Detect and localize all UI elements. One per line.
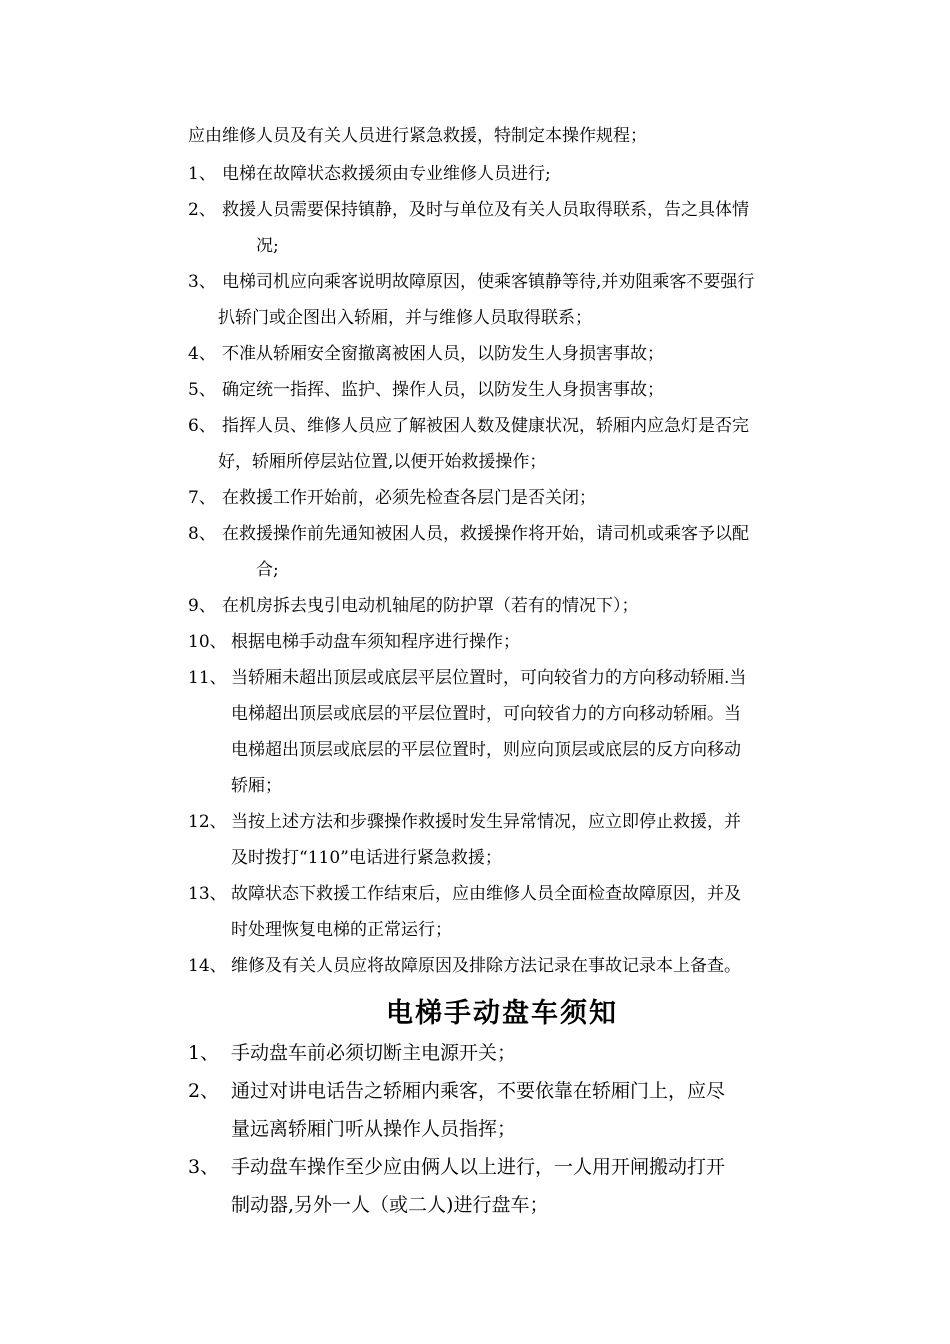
item-line: 当按上述方法和步骤操作救援时发生异常情况，应立即停止救援，并 (231, 812, 741, 832)
item-text (231, 804, 820, 876)
item-text (218, 408, 820, 480)
list-item (188, 660, 820, 804)
item-text (222, 372, 820, 408)
list-item (188, 408, 820, 480)
item-line: 在救援工作开始前，必须先检查各层门是否关闭； (222, 488, 596, 508)
item-line: 根据电梯手动盘车须知程序进行操作； (231, 632, 520, 652)
list-item (188, 156, 820, 192)
item-number: 8、 (188, 524, 216, 544)
intro-paragraph: 应由维修人员及有关人员进行紧急救援，特制定本操作规程； (188, 126, 647, 146)
list-item (188, 192, 820, 264)
item-line: 确定统一指挥、监护、操作人员，以防发生人身损害事故； (222, 380, 664, 400)
item-text (231, 1148, 820, 1224)
item-text (222, 192, 820, 264)
item-line: 指挥人员、维修人员应了解被困人数及健康状况，轿厢内应急灯是否完 (222, 416, 749, 436)
item-text (231, 624, 820, 660)
list-item (188, 336, 820, 372)
item-number: 2、 (188, 200, 216, 220)
list-item (188, 480, 820, 516)
item-line: 好，轿厢所停层站位置,以便开始救援操作； (218, 452, 547, 472)
item-line: 轿厢； (231, 776, 282, 796)
item-text (231, 660, 820, 804)
item-number: 14、 (188, 956, 227, 976)
list-item (188, 1034, 820, 1072)
item-line: 电梯司机应向乘客说明故障原因，使乘客镇静等待,并劝阻乘客不要强行 (222, 272, 755, 292)
item-line: 扒轿门或企图出入轿厢，并与维修人员取得联系； (218, 308, 592, 328)
item-number: 3、 (188, 272, 216, 292)
item-text (222, 516, 820, 588)
item-number: 12、 (188, 812, 227, 832)
item-line: 电梯超出顶层或底层的平层位置时，则应向顶层或底层的反方向移动 (231, 740, 741, 760)
item-number: 3、 (188, 1156, 220, 1178)
item-text (222, 156, 820, 192)
item-line: 不准从轿厢安全窗撤离被困人员，以防发生人身损害事故； (222, 344, 664, 364)
item-text (231, 1034, 820, 1072)
item-text (231, 948, 820, 984)
item-line: 及时拨打“110”电话进行紧急救援； (231, 848, 502, 868)
item-line: 况; (256, 236, 279, 256)
item-line: 在救援操作前先通知被困人员，救援操作将开始，请司机或乘客予以配 (222, 524, 749, 544)
list-item (188, 804, 820, 876)
list-item (188, 876, 820, 948)
list-item (188, 588, 820, 624)
item-line: 手动盘车操作至少应由俩人以上进行，一人用开闸搬动打开 (231, 1156, 726, 1178)
section-title: 电梯手动盘车须知 (386, 998, 618, 1029)
item-text (222, 336, 820, 372)
rescue-procedure-list (188, 156, 820, 984)
manual-winding-list (188, 1034, 820, 1224)
list-item (188, 264, 820, 336)
list-item (188, 1148, 820, 1224)
item-line: 合; (256, 560, 279, 580)
list-item (188, 624, 820, 660)
item-line: 通过对讲电话告之轿厢内乘客，不要依靠在轿厢门上，应尽 (231, 1080, 726, 1102)
item-text (222, 588, 820, 624)
item-text (231, 876, 820, 948)
item-line: 维修及有关人员应将故障原因及排除方法记录在事故记录本上备查。 (231, 956, 741, 976)
item-number: 9、 (188, 596, 216, 616)
list-item (188, 372, 820, 408)
item-line: 故障状态下救援工作结束后，应由维修人员全面检查故障原因，并及 (231, 884, 741, 904)
list-item (188, 516, 820, 588)
item-line: 当轿厢未超出顶层或底层平层位置时，可向较省力的方向移动轿厢.当 (231, 668, 747, 688)
item-number: 6、 (188, 416, 216, 436)
item-line: 量远离轿厢门听从操作人员指挥； (231, 1118, 517, 1140)
item-number: 1、 (188, 1042, 220, 1064)
item-line: 在机房拆去曳引电动机轴尾的防护罩（若有的情况下）； (222, 596, 639, 616)
item-line: 救援人员需要保持镇静，及时与单位及有关人员取得联系，告之具体情 (222, 200, 749, 220)
item-line: 电梯超出顶层或底层的平层位置时，可向较省力的方向移动轿厢。当 (231, 704, 741, 724)
list-item (188, 1072, 820, 1148)
item-number: 4、 (188, 344, 216, 364)
item-number: 7、 (188, 488, 216, 508)
item-number: 10、 (188, 632, 227, 652)
item-number: 13、 (188, 884, 227, 904)
item-number: 11、 (188, 668, 227, 688)
item-number: 2、 (188, 1080, 220, 1102)
item-number: 1、 (188, 164, 216, 184)
item-line: 手动盘车前必须切断主电源开关； (231, 1042, 517, 1064)
list-item (188, 948, 820, 984)
item-text (231, 1072, 820, 1148)
item-number: 5、 (188, 380, 216, 400)
item-line: 时处理恢复电梯的正常运行； (231, 920, 452, 940)
item-line: 电梯在故障状态救援须由专业维修人员进行; (222, 164, 551, 184)
item-text (218, 264, 820, 336)
item-text (222, 480, 820, 516)
item-line: 制动器,另外一人（或二人)进行盘车； (231, 1194, 549, 1216)
